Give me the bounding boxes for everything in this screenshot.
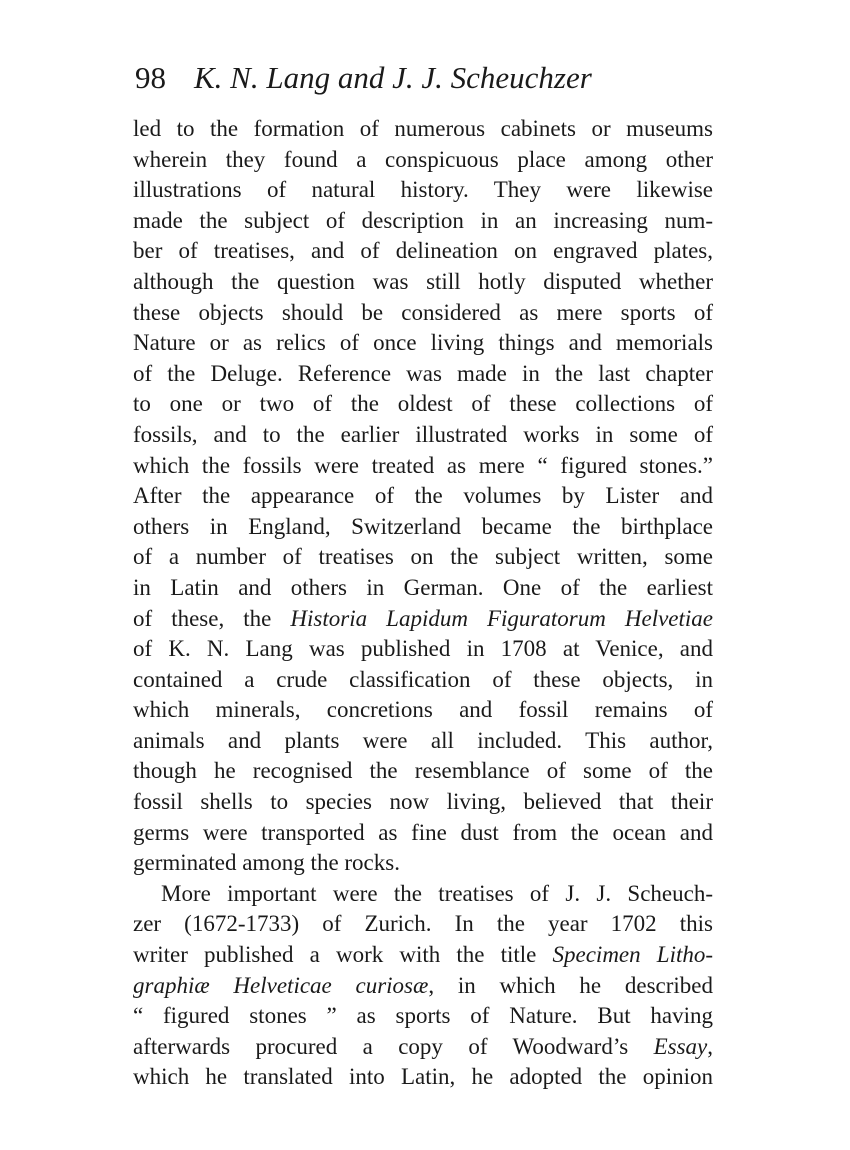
text-line: germinated among the rocks. [133, 850, 400, 876]
text-line: contained a crude classification of these objects, in [133, 666, 713, 692]
book-title-essay: Essay [653, 1033, 708, 1059]
text-line: After the appearance of the volumes by Lister and [133, 483, 713, 509]
text-line: of these, the Historia Lapidum Figuratorum Helvetiae [133, 605, 713, 631]
running-title: K. N. Lang and J. J. Scheuchzer [194, 60, 592, 95]
text-line: fossils, and to the earlier illustrated works in some of [133, 421, 713, 447]
text-line: More important were the treatises of J. J. Scheuch- [161, 880, 713, 906]
text-line: of K. N. Lang was published in 1708 at Venice, and [133, 636, 713, 662]
book-title-specimen-cont: graphiæ Helveticae curiosæ [133, 972, 429, 998]
text-line: writer published a work with the title Specimen Litho- [133, 942, 714, 968]
text-line: of a number of treatises on the subject written, some [133, 544, 713, 570]
text-line: which he translated into Latin, he adopted the opinion [133, 1064, 713, 1090]
running-head [135, 58, 715, 98]
text-line: led to the formation of numerous cabinets or museums [133, 116, 713, 141]
text-line: though he recognised the resemblance of some of the [133, 758, 713, 784]
text-line: ber of treatises, and of delineation on engraved plates, [133, 238, 713, 264]
text-line: graphiæ Helveticae curiosæ, in which he described [133, 972, 713, 998]
text-line: others in England, Switzerland became the birthplace [133, 513, 713, 539]
text-line: illustrations of natural history. They were likewise [133, 177, 713, 203]
body-text [133, 114, 713, 1093]
text-line: made the subject of description in an increasing num- [133, 207, 713, 233]
text-line: to one or two of the oldest of these collections of [133, 391, 713, 417]
text-line: which the fossils were treated as mere “ figured stones.” [133, 452, 713, 478]
text-line: although the question was still hotly disputed whether [133, 268, 713, 294]
text-line: germs were transported as fine dust from the ocean and [133, 819, 713, 845]
text-line: wherein they found a conspicuous place among other [133, 146, 713, 172]
text-line: which minerals, concretions and fossil remains of [133, 697, 713, 723]
text-line: afterwards procured a copy of Woodward’s Essay, [133, 1033, 713, 1059]
book-title-specimen: Specimen Litho- [552, 942, 714, 968]
text-line: “ figured stones ” as sports of Nature. But having [133, 1003, 713, 1029]
text-line: zer (1672-1733) of Zurich. In the year 1702 this [133, 911, 713, 937]
page-number: 98 [135, 60, 166, 95]
text-line: Nature or as relics of once living things and memorials [133, 330, 713, 356]
book-title-historia: Historia Lapidum Figuratorum Helvetiae [290, 605, 713, 631]
text-line: animals and plants were all included. This author, [133, 727, 713, 753]
text-line: of the Deluge. Reference was made in the last chapter [133, 360, 713, 386]
text-line: in Latin and others in German. One of the earliest [133, 574, 713, 600]
text-line: fossil shells to species now living, believed that their [133, 789, 713, 815]
text-line: these objects should be considered as mere sports of [133, 299, 713, 325]
